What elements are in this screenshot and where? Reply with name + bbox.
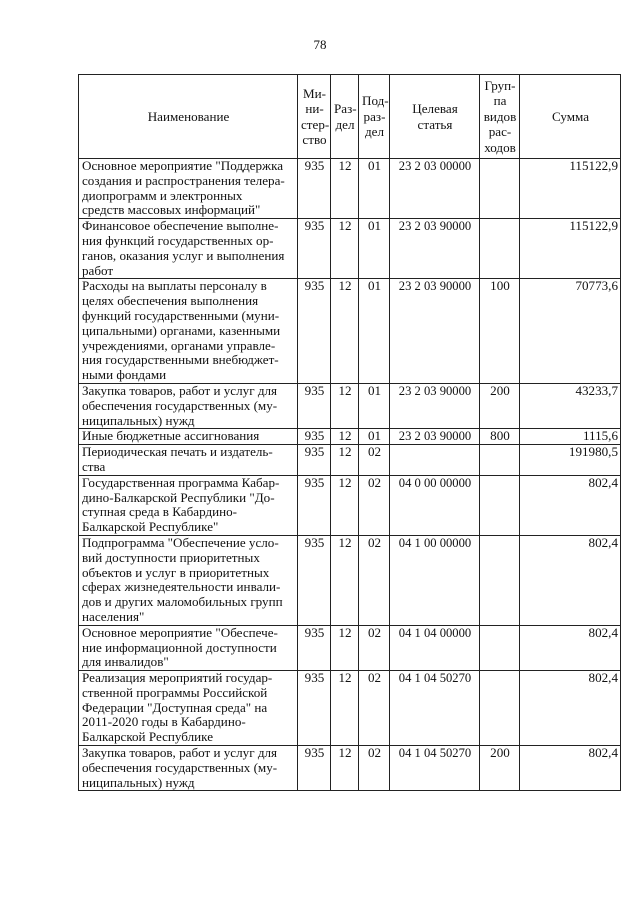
cell-section: 12 (331, 219, 359, 279)
page-number: 78 (313, 37, 327, 52)
cell-ministry: 935 (298, 746, 331, 791)
cell-sum: 43233,7 (520, 383, 621, 428)
cell-section: 12 (331, 671, 359, 746)
cell-ministry: 935 (298, 279, 331, 384)
cell-subsection: 02 (359, 445, 390, 476)
header-group: Груп- па видов рас- ходов (480, 75, 520, 159)
cell-ministry: 935 (298, 159, 331, 219)
cell-group: 800 (480, 429, 520, 445)
cell-target: 23 2 03 90000 (390, 383, 480, 428)
table-row (79, 746, 621, 791)
cell-name: Подпрограмма "Обеспечение усло- вий доступности приоритетных объектов и услуг в приоритетных сферах жизнедеятельности инвали- дов и других маломобильных групп населения" (79, 535, 298, 625)
header-ministry: Ми- ни- стер- ство (298, 75, 331, 159)
cell-target: 04 1 04 50270 (390, 746, 480, 791)
cell-target (390, 445, 480, 476)
cell-group (480, 159, 520, 219)
cell-target: 23 2 03 00000 (390, 159, 480, 219)
cell-name: Периодическая печать и издатель- ства (79, 445, 298, 476)
header-subsection: Под- раз- дел (359, 75, 390, 159)
cell-name: Иные бюджетные ассигнования (79, 429, 298, 445)
cell-section: 12 (331, 625, 359, 670)
cell-sum: 802,4 (520, 625, 621, 670)
cell-target: 04 1 04 00000 (390, 625, 480, 670)
table-row (79, 159, 621, 219)
table-row (79, 383, 621, 428)
header-section: Раз- дел (331, 75, 359, 159)
table-row (79, 279, 621, 384)
cell-section: 12 (331, 279, 359, 384)
cell-subsection: 01 (359, 429, 390, 445)
cell-subsection: 02 (359, 746, 390, 791)
cell-group: 200 (480, 746, 520, 791)
cell-name: Государственная программа Кабар- дино-Балкарской Республики "До- ступная среда в Кабардино- Балкарской Республике" (79, 475, 298, 535)
table-row (79, 535, 621, 625)
cell-subsection: 02 (359, 671, 390, 746)
table-row (79, 671, 621, 746)
cell-subsection: 02 (359, 625, 390, 670)
cell-name: Основное мероприятие "Поддержка создания и распространения телера- диопрограмм и электронных средств массовых информаций" (79, 159, 298, 219)
cell-subsection: 01 (359, 219, 390, 279)
cell-section: 12 (331, 159, 359, 219)
cell-ministry: 935 (298, 671, 331, 746)
cell-ministry: 935 (298, 383, 331, 428)
header-target: Целевая статья (390, 75, 480, 159)
cell-name: Закупка товаров, работ и услуг для обеспечения государственных (му- ниципальных) нужд (79, 383, 298, 428)
cell-subsection: 01 (359, 159, 390, 219)
header-sum: Сумма (520, 75, 621, 159)
cell-section: 12 (331, 445, 359, 476)
cell-section: 12 (331, 383, 359, 428)
cell-group (480, 625, 520, 670)
cell-group (480, 535, 520, 625)
cell-ministry: 935 (298, 475, 331, 535)
cell-target: 04 0 00 00000 (390, 475, 480, 535)
cell-ministry: 935 (298, 219, 331, 279)
cell-sum: 70773,6 (520, 279, 621, 384)
cell-sum: 115122,9 (520, 159, 621, 219)
cell-name: Финансовое обеспечение выполне- ния функций государственных ор- ганов, оказания услуг и выполнения работ (79, 219, 298, 279)
cell-sum: 802,4 (520, 535, 621, 625)
table-row (79, 475, 621, 535)
cell-group (480, 219, 520, 279)
cell-section: 12 (331, 535, 359, 625)
cell-target: 04 1 04 50270 (390, 671, 480, 746)
cell-subsection: 01 (359, 279, 390, 384)
budget-table (78, 74, 621, 791)
cell-subsection: 01 (359, 383, 390, 428)
cell-group: 100 (480, 279, 520, 384)
cell-group: 200 (480, 383, 520, 428)
table-row (79, 625, 621, 670)
table-row (79, 219, 621, 279)
cell-sum: 802,4 (520, 746, 621, 791)
table-header-row (79, 75, 621, 159)
cell-sum: 802,4 (520, 671, 621, 746)
cell-group (480, 445, 520, 476)
cell-section: 12 (331, 429, 359, 445)
header-name: Наименование (79, 75, 298, 159)
table-row (79, 445, 621, 476)
cell-target: 23 2 03 90000 (390, 219, 480, 279)
cell-ministry: 935 (298, 445, 331, 476)
cell-name: Основное мероприятие "Обеспече- ние информационной доступности для инвалидов" (79, 625, 298, 670)
cell-target: 23 2 03 90000 (390, 429, 480, 445)
cell-section: 12 (331, 475, 359, 535)
cell-group (480, 671, 520, 746)
table-row (79, 429, 621, 445)
cell-name: Реализация мероприятий государ- ственной программы Российской Федерации "Доступная среда" на 2011-2020 годы в Кабардино- Балкарской Республике (79, 671, 298, 746)
cell-subsection: 02 (359, 535, 390, 625)
cell-name: Закупка товаров, работ и услуг для обеспечения государственных (му- ниципальных) нужд (79, 746, 298, 791)
cell-ministry: 935 (298, 625, 331, 670)
cell-ministry: 935 (298, 429, 331, 445)
cell-sum: 115122,9 (520, 219, 621, 279)
cell-ministry: 935 (298, 535, 331, 625)
cell-name: Расходы на выплаты персоналу в целях обеспечения выполнения функций государственными (муни- ципальными) органами, казенными учреждениями, органами управле- ния государственными внебюджет- ными фондами (79, 279, 298, 384)
cell-sum: 191980,5 (520, 445, 621, 476)
table-body (79, 159, 621, 791)
cell-target: 23 2 03 90000 (390, 279, 480, 384)
cell-section: 12 (331, 746, 359, 791)
cell-group (480, 475, 520, 535)
cell-subsection: 02 (359, 475, 390, 535)
cell-sum: 1115,6 (520, 429, 621, 445)
cell-target: 04 1 00 00000 (390, 535, 480, 625)
cell-sum: 802,4 (520, 475, 621, 535)
